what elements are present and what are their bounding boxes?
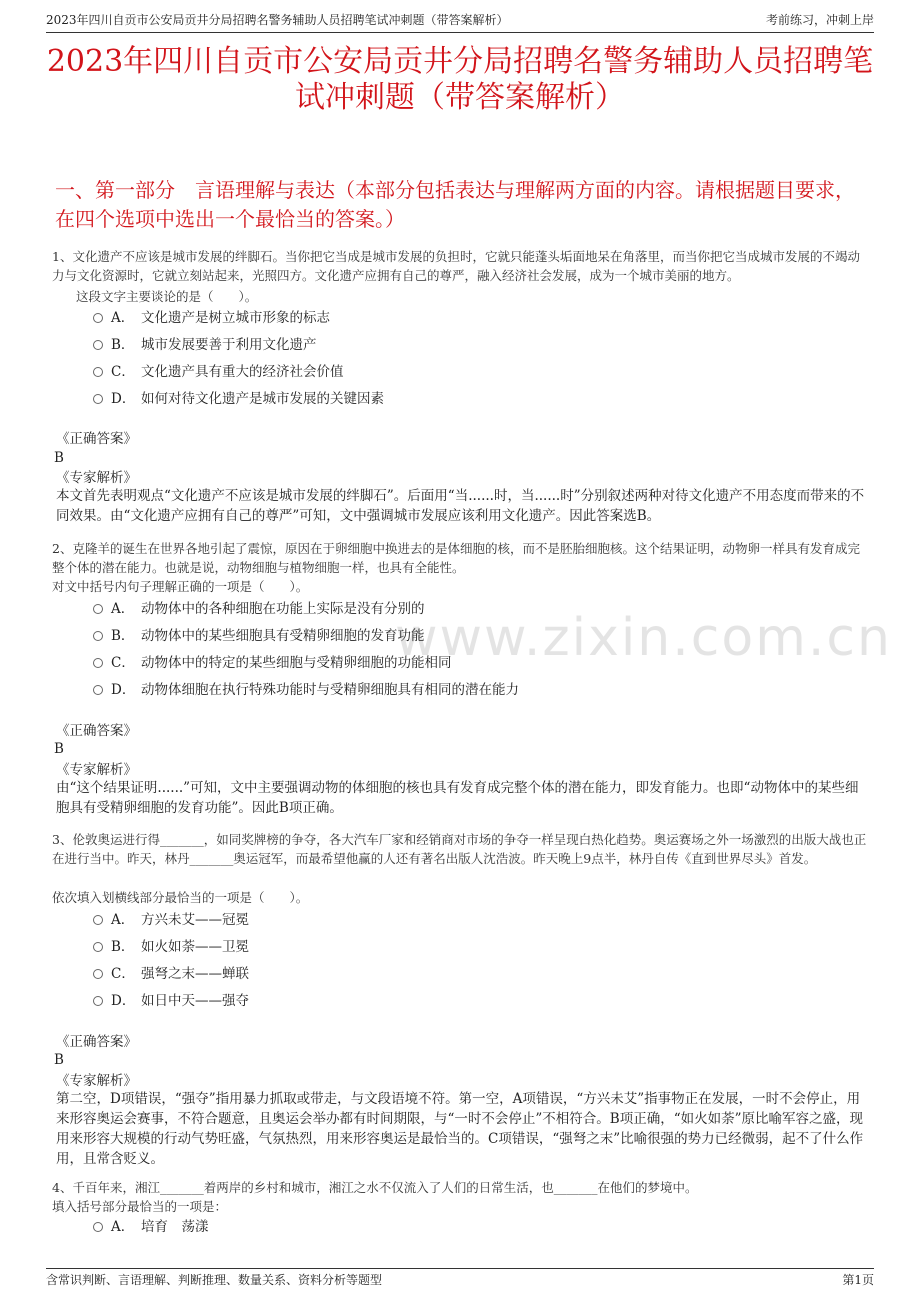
- question-4-option-a[interactable]: [93, 1216, 209, 1238]
- option-text: 如何对待文化遗产是城市发展的关键因素: [141, 391, 384, 407]
- question-3-answer: B: [54, 1052, 64, 1068]
- question-4-text: 4、千百年来，湘江_______着两岸的乡村和城市，湘江之水不仅流入了人们的日常生活，也_______在他们的梦境中。: [52, 1180, 698, 1195]
- question-2-option-a[interactable]: [93, 598, 425, 620]
- question-1-answer: B: [54, 450, 64, 466]
- radio-icon[interactable]: [93, 942, 103, 952]
- section-heading: 一、第一部分 言语理解与表达（本部分包括表达与理解两方面的内容。请根据题目要求，在四个选项中选出一个最恰当的答案。）: [55, 178, 855, 231]
- option-key: A．: [111, 310, 135, 326]
- option-key: B．: [111, 939, 135, 955]
- question-2-answer: B: [54, 741, 64, 757]
- option-text: 培育 荡漾: [141, 1219, 209, 1235]
- radio-icon[interactable]: [93, 658, 103, 668]
- question-3-text: 3、伦敦奥运进行得_______，如同奖牌榜的争夺，各大汽车厂家和经销商对市场的争夺一样呈现白热化趋势。奥运赛场之外一场激烈的出版大战也正在进行当中。昨天，林丹_______奥运冠军，而最希望他赢的人还有著名出版人沈浩波。昨天晚上9点半，林丹自传《直到世界尽头》首发。: [52, 832, 867, 866]
- radio-icon[interactable]: [93, 915, 103, 925]
- question-1-option-c[interactable]: [93, 361, 344, 383]
- question-3-option-d[interactable]: [93, 990, 249, 1012]
- option-text: 文化遗产具有重大的经济社会价值: [141, 364, 344, 380]
- option-text: 城市发展要善于利用文化遗产: [141, 337, 317, 353]
- option-text: 动物体中的某些细胞具有受精卵细胞的发育功能: [141, 628, 425, 644]
- footer-topics: 含常识判断、言语理解、判断推理、数量关系、资料分析等题型: [46, 1273, 383, 1287]
- question-1-analysis-label: 《专家解析》: [56, 470, 137, 486]
- question-3-stem: 依次填入划横线部分最恰当的一项是（ ）。: [52, 890, 309, 905]
- radio-icon[interactable]: [93, 394, 103, 404]
- option-text: 动物体中的各种细胞在功能上实际是没有分别的: [141, 601, 425, 617]
- option-text: 强弩之末——蝉联: [141, 966, 249, 982]
- option-key: C．: [111, 364, 135, 380]
- option-text: 动物体中的特定的某些细胞与受精卵细胞的功能相同: [141, 655, 452, 671]
- question-3-answer-label: 《正确答案》: [56, 1034, 137, 1050]
- page-header: [46, 8, 874, 33]
- header-slogan: 考前练习，冲刺上岸: [765, 13, 874, 27]
- option-key: D．: [111, 391, 136, 407]
- question-3-analysis: 第二空，D项错误，“强夺”指用暴力抓取或带走，与文段语境不符。第一空，A项错误，“方兴未艾”指事物正在发展，一时不会停止，用来形容奥运会赛事，不符合题意，且奥运会举办都有时间期限，与“一时不会停止”不相符合。B项正确，“如火如荼”原比喻军容之盛，现用来形容大规模的行动气势旺盛，气氛热烈，用来形容奥运是最恰当的。C项错误，“强弩之末”比喻很强的势力已经微弱，起不了什么作用，且常含贬义。: [56, 1091, 864, 1167]
- page-footer: [46, 1268, 874, 1291]
- option-key: C．: [111, 655, 135, 671]
- question-2-option-d[interactable]: [93, 679, 519, 701]
- radio-icon[interactable]: [93, 1222, 103, 1232]
- option-key: D．: [111, 682, 136, 698]
- option-key: D．: [111, 993, 136, 1009]
- question-2-option-b[interactable]: [93, 625, 425, 647]
- question-2-text: 2、克隆羊的诞生在世界各地引起了震惊，原因在于卵细胞中换进去的是体细胞的核，而不是胚胎细胞核。这个结果证明，动物卵一样具有发育成完整个体的潜在能力。也就是说，动物细胞与植物细胞一样，也具有全能性。: [52, 541, 860, 575]
- question-3-option-b[interactable]: [93, 936, 249, 958]
- radio-icon[interactable]: [93, 367, 103, 377]
- option-text: 动物体细胞在执行特殊功能时与受精卵细胞具有相同的潜在能力: [141, 682, 519, 698]
- option-text: 如火如荼——卫冕: [141, 939, 249, 955]
- question-1-option-a[interactable]: [93, 307, 330, 329]
- question-2-analysis-label: 《专家解析》: [56, 762, 137, 778]
- radio-icon[interactable]: [93, 340, 103, 350]
- watermark: www.zixin.com.cn: [395, 608, 892, 668]
- radio-icon[interactable]: [93, 604, 103, 614]
- question-1-stem: 这段文字主要谈论的是（ ）。: [76, 289, 258, 304]
- question-2-option-c[interactable]: [93, 652, 452, 674]
- question-2-analysis: 由“这个结果证明......”可知，文中主要强调动物的体细胞的核也具有发育成完整个体的潜在能力，即发育能力。也即“动物体中的某些细胞具有受精卵细胞的发育功能”。因此B项正确。: [56, 780, 859, 816]
- question-4-stem: 填入括号部分最恰当的一项是：: [52, 1199, 228, 1214]
- question-3-analysis-label: 《专家解析》: [56, 1073, 137, 1089]
- page-title: 2023年四川自贡市公安局贡井分局招聘名警务辅助人员招聘笔试冲刺题（带答案解析）: [46, 44, 874, 115]
- option-key: B．: [111, 337, 135, 353]
- option-key: C．: [111, 966, 135, 982]
- question-3-option-c[interactable]: [93, 963, 249, 985]
- option-key: A．: [111, 1219, 135, 1235]
- radio-icon[interactable]: [93, 685, 103, 695]
- question-1-answer-label: 《正确答案》: [56, 431, 137, 447]
- question-3-option-a[interactable]: [93, 909, 249, 931]
- radio-icon[interactable]: [93, 969, 103, 979]
- option-key: B．: [111, 628, 135, 644]
- radio-icon[interactable]: [93, 313, 103, 323]
- question-1-text: 1、文化遗产不应该是城市发展的绊脚石。当你把它当成是城市发展的负担时，它就只能蓬头垢面地呆在角落里，而当你把它当成城市发展的不竭动力与文化资源时，它就立刻站起来，光照四方。文化遗产应拥有自己的尊严，融入经济社会发展，成为一个城市美丽的地方。: [52, 249, 860, 283]
- option-text: 如日中天——强夺: [141, 993, 249, 1009]
- option-text: 文化遗产是树立城市形象的标志: [141, 310, 330, 326]
- option-key: A．: [111, 601, 135, 617]
- question-2-stem: 对文中括号内句子理解正确的一项是（ ）。: [52, 579, 309, 594]
- header-document-title: 2023年四川自贡市公安局贡井分局招聘名警务辅助人员招聘笔试冲刺题（带答案解析）: [46, 13, 509, 27]
- radio-icon[interactable]: [93, 996, 103, 1006]
- question-1-option-d[interactable]: [93, 388, 384, 410]
- question-2-answer-label: 《正确答案》: [56, 723, 137, 739]
- option-key: A．: [111, 912, 135, 928]
- radio-icon[interactable]: [93, 631, 103, 641]
- question-1-analysis: 本文首先表明观点“文化遗产不应该是城市发展的绊脚石”。后面用“当......时，当......时”分别叙述两种对待文化遗产不用态度而带来的不同效果。由“文化遗产应拥有自己的尊严”可知，文中强调城市发展应该利用文化遗产。因此答案选B。: [56, 488, 865, 524]
- question-1-option-b[interactable]: [93, 334, 317, 356]
- option-text: 方兴未艾——冠冕: [141, 912, 249, 928]
- page-number: 第1页: [842, 1273, 874, 1287]
